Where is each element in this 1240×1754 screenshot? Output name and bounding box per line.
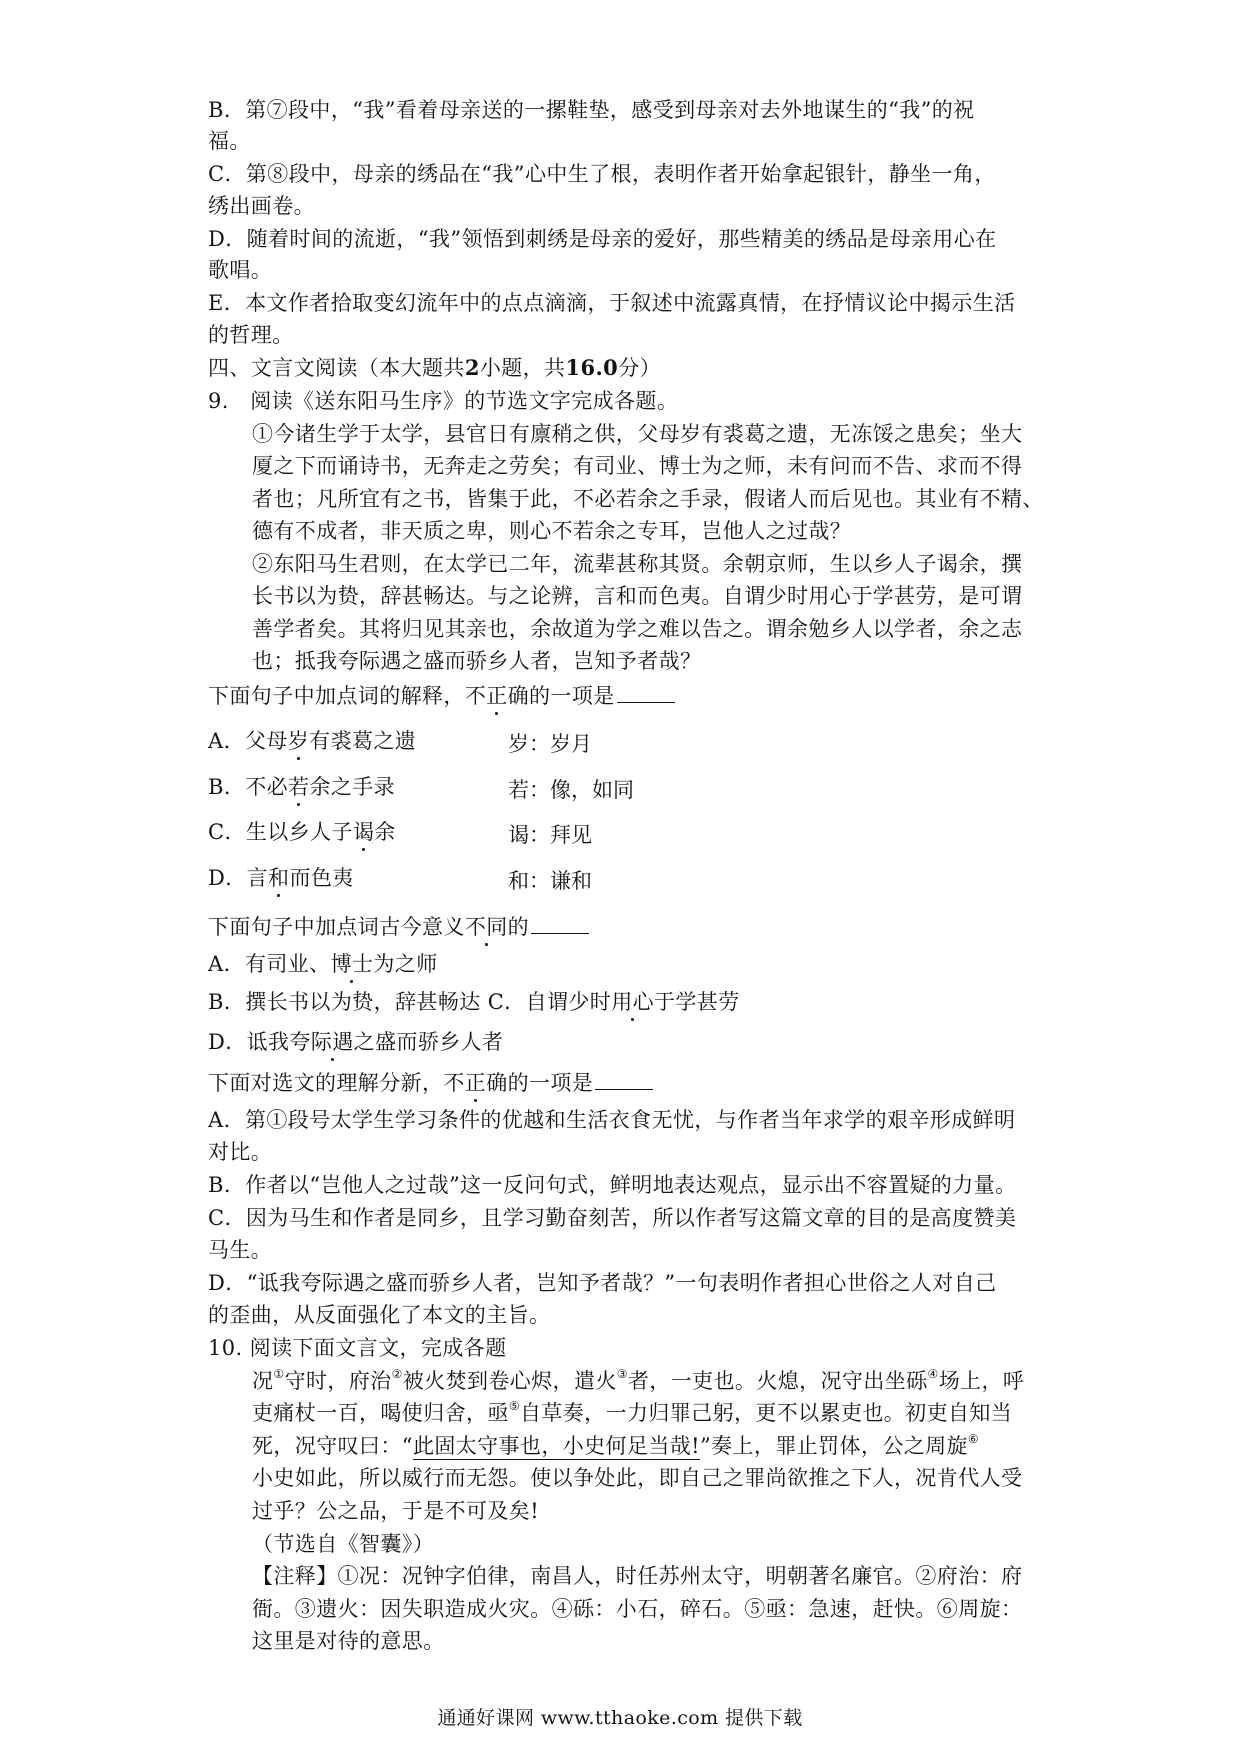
sq3-option-a: A．第①段号太学生学习条件的优越和生活衣食无忧，与作者当年求学的艰辛形成鲜明 [208, 1108, 1016, 1132]
passage-para2-line4: 也；抵我夸际遇之盛而骄乡人者，岂知予者哉？ [252, 649, 702, 673]
passage-para1-line4: 德有不成者，非天质之卑，则心不若余之专耳，岂他人之过哉？ [252, 519, 852, 543]
notes-line-3: 这里是对待的意思。 [252, 1629, 445, 1653]
option-b-line: B．第⑦段中，“我”看着母亲送的一摞鞋垫，感受到母亲对去外地谋生的“我”的祝 [208, 98, 975, 122]
option-e-line-cont: 的哲理。 [208, 323, 294, 347]
underlined-sentence: 此固太守事也，小史何足当哉! [412, 1434, 700, 1458]
sq1-option-d: D．言和而色夷 [208, 866, 354, 890]
subquestion-2: 下面句子中加点词古今意义不同的 [208, 913, 589, 939]
subquestion-3: 下面对选文的理解分新，不正确的一项是 [208, 1069, 653, 1095]
answer-blank [595, 1069, 653, 1090]
sq2-option-a: A．有司业、博士为之师 [208, 952, 438, 976]
option-e-line: E．本文作者拾取变幻流年中的点点滴滴，于叙述中流露真情，在抒情议论中揭示生活 [208, 291, 1016, 315]
source-note: （节选自《智囊》） [252, 1532, 435, 1556]
sq2-option-d: D．诋我夸际遇之盛而骄乡人者 [208, 1030, 504, 1054]
option-d-line-cont: 歌唱。 [208, 258, 273, 282]
question-9-title: 9. 阅读《送东阳马生序》的节选文字完成各题。 [208, 389, 679, 413]
sq1-option-b: B．不必若余之手录 [208, 775, 396, 799]
passage-para2-line3: 善学者矣。其将归见其亲也，余故道为学之难以告之。谓余勉乡人以学者，余之志 [252, 617, 1023, 641]
text-line-4: 小史如此，所以威行而无怨。使以争处此，即自己之罪尚欲推之下人，况肯代人受 [252, 1466, 1023, 1490]
answer-blank [531, 913, 589, 934]
text-line-5: 过乎？公之品，于是不可及矣! [252, 1499, 540, 1523]
passage-para2-line2: 长书以为贽，辞甚畅达。与之论辨，言和而色夷。自谓少时用心于学甚劳，是可谓 [252, 584, 1023, 608]
text-line-1: 况①守时，府治②被火焚到卷心烬，遣火③者，一吏也。火熄，况守出坐砾④场上，呼 [252, 1367, 1025, 1393]
sq3-option-a-cont: 对比。 [208, 1140, 273, 1164]
text-line-2: 吏痛杖一百，喝使归舍，亟⑤自草奏，一力归罪己躬，更不以累吏也。初吏自知当 [252, 1399, 1013, 1425]
passage-para2-line1: ②东阳马生君则，在太学已二年，流辈甚称其贤。余朝京师，生以乡人子谒余，撰 [252, 552, 1023, 576]
option-c-line: C．第⑧段中，母亲的绣品在“我”心中生了根，表明作者开始拿起银针，静坐一角， [208, 162, 996, 186]
sq2-option-b-c: B．撰长书以为贽，辞甚畅达 C．自谓少时用心于学甚劳 [208, 990, 740, 1014]
notes-line-1: 【注释】①况：况钟字伯律，南昌人，时任苏州太守，明朝著名廉官。②府治：府 [252, 1564, 1023, 1588]
sq3-option-b: B．作者以“岂他人之过哉”这一反问句式，鲜明地表达观点，显示出不容置疑的力量。 [208, 1173, 1017, 1197]
passage-para1-line2: 厦之下而诵诗书，无奔走之劳矣；有司业、博士为之师，未有问而不告、求而不得 [252, 454, 1023, 478]
sq1-option-a: A．父母岁有裘葛之遗 [208, 729, 417, 753]
sq3-option-c-cont: 马生。 [208, 1238, 273, 1262]
passage-para1-line1: ①今诸生学于太学，县官日有廪稍之供，父母岁有裘葛之遗，无冻馁之患矣；坐大 [252, 422, 1023, 446]
option-b-line-cont: 福。 [208, 129, 251, 153]
option-d-line: D．随着时间的流逝，“我”领悟到刺绣是母亲的爱好，那些精美的绣品是母亲用心在 [208, 227, 997, 251]
notes-line-2: 衙。③遗火：因失职造成火灾。④砾：小石，碎石。⑤亟：急速，赶快。⑥周旋： [252, 1597, 1023, 1621]
sq3-option-c: C．因为马生和作者是同乡，且学习勤奋刻苦，所以作者写这篇文章的目的是高度赞美 [208, 1206, 1017, 1230]
answer-blank [617, 682, 675, 703]
sq3-option-d-cont: 的歪曲，从反面强化了本文的主旨。 [208, 1303, 551, 1327]
section-heading: 四、文言文阅读（本大题共2小题，共16.0分） [208, 355, 661, 380]
sq1-option-c-gloss: 谒：拜见 [508, 823, 592, 847]
subquestion-1: 下面句子中加点词的解释，不正确的一项是 [208, 682, 675, 708]
sq1-option-d-gloss: 和：谦和 [508, 869, 592, 893]
sq1-option-a-gloss: 岁：岁月 [508, 732, 592, 756]
option-c-line-cont: 绣出画卷。 [208, 194, 315, 218]
question-10-title: 10. 阅读下面文言文，完成各题 [208, 1336, 507, 1360]
sq1-option-c: C．生以乡人子谒余 [208, 820, 396, 844]
passage-para1-line3: 者也；凡所宜有之书，皆集于此，不必若余之手录，假诸人而后见也。其业有不精、 [252, 487, 1044, 511]
page-footer: 通通好课网 www.tthaoke.com 提供下载 [437, 1707, 803, 1729]
sq3-option-d: D．“诋我夸际遇之盛而骄乡人者，岂知予者哉？”一句表明作者担心世俗之人对自己 [208, 1271, 997, 1295]
sq1-option-b-gloss: 若：像，如同 [508, 778, 634, 802]
text-line-3: 死，况守叹曰：“此固太守事也，小史何足当哉!”奏上，罪止罚体，公之周旋⑥ [252, 1432, 980, 1458]
